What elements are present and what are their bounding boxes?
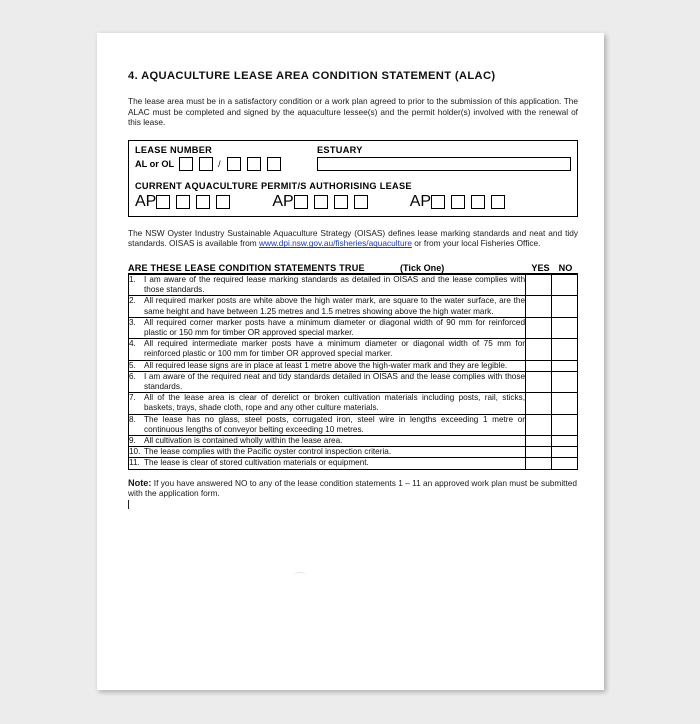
table-row <box>129 414 578 435</box>
estuary-group <box>317 145 571 171</box>
answer-no-cell[interactable] <box>552 274 578 295</box>
answer-yes-cell[interactable] <box>526 414 552 435</box>
condition-text: I am aware of the required lease marking standards as detailed in OISAS and the lease complies with those standards. <box>144 274 525 295</box>
permit-group-3 <box>410 193 511 211</box>
table-row <box>129 360 578 371</box>
condition-number: 8. <box>129 414 136 424</box>
page-title: 4. AQUACULTURE LEASE AREA CONDITION STATEMENT (ALAC) <box>128 70 496 82</box>
conditions-header-no: NO <box>558 262 573 273</box>
permit-2-char-1[interactable] <box>294 195 308 209</box>
document-page <box>97 33 604 690</box>
table-row <box>129 339 578 360</box>
note-label: Note: <box>128 477 152 488</box>
table-row <box>129 393 578 414</box>
estuary-input[interactable] <box>317 157 571 171</box>
lease-conditions-table-body <box>129 274 578 469</box>
condition-statement-cell <box>129 360 526 371</box>
answer-no-cell[interactable] <box>552 447 578 458</box>
oisas-paragraph <box>128 228 578 249</box>
permit-2-char-4[interactable] <box>354 195 368 209</box>
answer-yes-cell[interactable] <box>526 458 552 469</box>
condition-statement-cell <box>129 371 526 392</box>
lease-number-label: LEASE NUMBER <box>135 144 213 155</box>
oisas-text-after: or from your local Fisheries Office. <box>411 238 541 249</box>
answer-no-cell[interactable] <box>552 458 578 469</box>
condition-number: 7. <box>129 393 136 403</box>
condition-statement-cell <box>129 436 526 447</box>
answer-yes-cell[interactable] <box>526 371 552 392</box>
lease-number-char-5[interactable] <box>267 157 281 171</box>
lease-conditions-table <box>128 274 578 470</box>
permit-1-char-4[interactable] <box>216 195 230 209</box>
answer-no-cell[interactable] <box>552 414 578 435</box>
permit-group-2 <box>272 193 373 211</box>
condition-statement-cell <box>129 339 526 360</box>
condition-text: I am aware of the required neat and tidy standards detailed in OISAS and the lease complies with those standards. <box>144 371 525 391</box>
estuary-label: ESTUARY <box>317 144 363 155</box>
lease-number-char-1[interactable] <box>179 157 193 171</box>
lease-number-char-2[interactable] <box>199 157 213 171</box>
answer-no-cell[interactable] <box>552 393 578 414</box>
lease-number-char-3[interactable] <box>227 157 241 171</box>
table-row <box>129 274 578 295</box>
answer-yes-cell[interactable] <box>526 339 552 360</box>
permit-2-char-3[interactable] <box>334 195 348 209</box>
condition-statement-cell <box>129 447 526 458</box>
condition-text: The lease is clear of stored cultivation materials or equipment. <box>144 458 369 468</box>
permit-inputs <box>135 193 571 211</box>
condition-number: 2. <box>129 296 136 306</box>
answer-no-cell[interactable] <box>552 371 578 392</box>
condition-statement-cell <box>129 317 526 338</box>
permit-1-char-1[interactable] <box>156 195 170 209</box>
answer-no-cell[interactable] <box>552 339 578 360</box>
scan-artifact <box>294 572 306 578</box>
lease-number-group <box>135 145 317 171</box>
answer-no-cell[interactable] <box>552 296 578 317</box>
condition-number: 11. <box>129 458 140 468</box>
answer-no-cell[interactable] <box>552 317 578 338</box>
answer-yes-cell[interactable] <box>526 436 552 447</box>
condition-number: 6. <box>129 371 136 381</box>
lease-conditions-section <box>128 263 578 470</box>
condition-number: 10. <box>129 447 141 457</box>
answer-yes-cell[interactable] <box>526 447 552 458</box>
lease-estuary-row <box>135 145 571 171</box>
permit-1-char-2[interactable] <box>176 195 190 209</box>
condition-statement-cell <box>129 274 526 295</box>
condition-text: All required lease signs are in place at least 1 metre above the high-water mark and they are legible. <box>144 360 508 370</box>
lease-details-box <box>128 140 578 217</box>
condition-number: 3. <box>129 317 136 327</box>
conditions-header-tick: (Tick One) <box>400 262 445 273</box>
permit-group-1 <box>135 193 236 211</box>
table-row <box>129 317 578 338</box>
condition-text: The lease has no glass, steel posts, corrugated iron, steel wire in lengths exceeding 1 metre or continuous lengths of conveyor belting exceeding 10 metres. <box>144 414 525 434</box>
permit-prefix-label-1: AP <box>135 192 157 210</box>
condition-statement-cell <box>129 296 526 317</box>
condition-statement-cell <box>129 414 526 435</box>
permit-3-char-3[interactable] <box>471 195 485 209</box>
condition-statement-cell <box>129 393 526 414</box>
conditions-header-yes: YES <box>531 262 550 273</box>
condition-text: All of the lease area is clear of derelict or broken cultivation materials including posts, rail, sticks, baskets, trays, shade cloth, rope and any other culture materials. <box>144 393 525 413</box>
condition-number: 9. <box>129 436 136 446</box>
conditions-header-title: ARE THESE LEASE CONDITION STATEMENTS TRUE <box>128 262 365 273</box>
condition-text: All required corner marker posts have a minimum diameter or diagonal width of 90 mm for reinforced plastic or 150 mm for timber OR approved special marker. <box>144 317 525 337</box>
permit-label: CURRENT AQUACULTURE PERMIT/S AUTHORISING LEASE <box>135 180 412 191</box>
condition-number: 1. <box>129 274 136 284</box>
oisas-text-before: The NSW Oyster Industry Sustainable Aquaculture Strategy (OISAS) defines lease marking standards and neat and tidy standards. OISAS is available from <box>128 227 578 249</box>
text-cursor <box>128 500 129 509</box>
condition-text: All required marker posts are white above the high water mark, are square to the water surface, are the same height and have between 1.25 metres and 1.5 metres showing above the high water mark. <box>144 296 525 316</box>
permit-2-char-2[interactable] <box>314 195 328 209</box>
table-row <box>129 296 578 317</box>
permit-3-char-1[interactable] <box>431 195 445 209</box>
lease-prefix-label: AL or OL <box>135 158 175 169</box>
answer-no-cell[interactable] <box>552 436 578 447</box>
condition-number: 5. <box>129 360 136 370</box>
answer-yes-cell[interactable] <box>526 360 552 371</box>
condition-text: The lease complies with the Pacific oyster control inspection criteria. <box>144 447 392 457</box>
permit-prefix-label-2: AP <box>272 192 294 210</box>
condition-text: All required intermediate marker posts have a minimum diameter or diagonal width of 75 mm for reinforced plastic or 100 mm for timber OR approved special marker. <box>144 339 525 359</box>
condition-statement-cell <box>129 458 526 469</box>
condition-number: 4. <box>129 339 136 349</box>
table-row <box>129 447 578 458</box>
oisas-link[interactable]: www.dpi.nsw.gov.au/fisheries/aquaculture <box>258 238 412 249</box>
table-row <box>129 371 578 392</box>
permit-3-char-4[interactable] <box>491 195 505 209</box>
lease-conditions-header <box>128 263 578 274</box>
permit-prefix-label-3: AP <box>409 192 432 210</box>
answer-yes-cell[interactable] <box>526 317 552 338</box>
lease-number-inputs <box>135 157 317 171</box>
note-paragraph <box>128 478 578 509</box>
permit-1-char-3[interactable] <box>196 195 210 209</box>
table-row <box>129 458 578 469</box>
permit-3-char-2[interactable] <box>451 195 465 209</box>
document-content <box>128 70 578 509</box>
answer-yes-cell[interactable] <box>526 296 552 317</box>
lease-number-slash: / <box>218 158 221 169</box>
note-text: If you have answered NO to any of the lease condition statements 1 – 11 an approved work plan must be submitted with the application form. <box>128 477 578 499</box>
table-row <box>129 436 578 447</box>
lease-number-char-4[interactable] <box>247 157 261 171</box>
answer-no-cell[interactable] <box>552 360 578 371</box>
intro-paragraph: The lease area must be in a satisfactory condition or a work plan agreed to prior to the submission of this application. The ALAC must be completed and signed by the aquaculture lessee(s) and the permit holder(s) involved with the renewal of this lease. <box>128 96 578 128</box>
condition-text: All cultivation is contained wholly within the lease area. <box>144 436 343 446</box>
answer-yes-cell[interactable] <box>526 274 552 295</box>
answer-yes-cell[interactable] <box>526 393 552 414</box>
